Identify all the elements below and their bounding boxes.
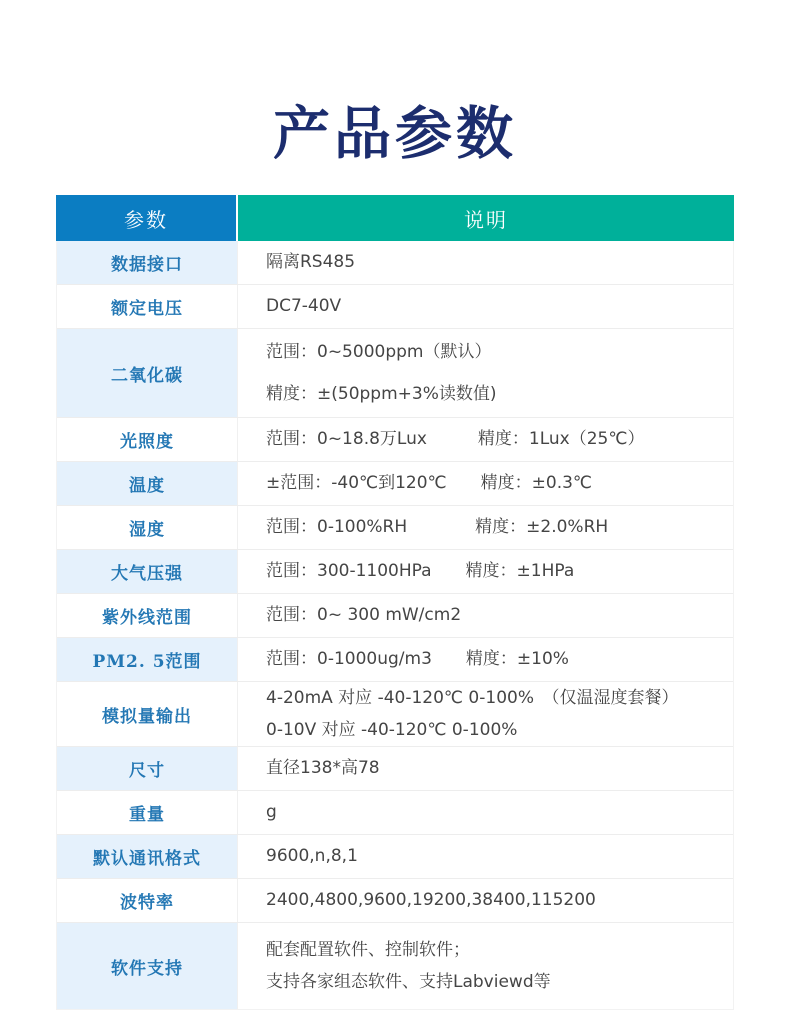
table-header-row [56,195,734,241]
table-row [57,747,733,791]
param-desc-cell [237,241,733,284]
param-desc-cell [237,791,733,834]
desc-line: 范围：300-1100HPa 精度：±1HPa [266,561,575,581]
table-row [57,550,733,594]
product-spec-table [56,195,734,1010]
param-desc-cell [237,747,733,790]
table-body [56,241,734,1010]
param-desc-cell [237,638,733,681]
table-row [57,791,733,835]
param-desc-cell [237,879,733,922]
param-desc-cell [237,329,733,417]
param-name-cell: 尺寸 [57,747,237,790]
desc-line: 9600,n,8,1 [266,846,358,866]
param-name-cell: 紫外线范围 [57,594,237,637]
table-row [57,879,733,923]
table-row [57,638,733,682]
param-name-cell: 额定电压 [57,285,237,328]
desc-line: 精度：±(50ppm+3%读数值) [266,384,497,404]
desc-line: 2400,4800,9600,19200,38400,115200 [266,890,596,910]
table-row [57,241,733,285]
table-row [57,594,733,638]
param-name-cell: PM2. 5范围 [57,638,237,681]
desc-line: 配套配置软件、控制软件； [266,940,470,960]
desc-line: 4-20mA 对应 -40-120℃ 0-100% （仅温湿度套餐） [266,688,679,708]
param-name-cell: 湿度 [57,506,237,549]
param-name-cell: 默认通讯格式 [57,835,237,878]
desc-line: 隔离RS485 [266,252,356,272]
table-row [57,682,733,747]
desc-line: g [266,802,277,822]
table-row [57,835,733,879]
desc-line: ±范围：-40℃到120℃ 精度：±0.3℃ [266,473,593,493]
table-row [57,285,733,329]
param-name-cell: 二氧化碳 [57,329,237,417]
param-name-cell: 软件支持 [57,923,237,1009]
param-desc-cell [237,594,733,637]
table-row [57,923,733,1009]
desc-line: DC7-40V [266,296,342,316]
param-desc-cell [237,285,733,328]
table-row [57,329,733,418]
param-desc-cell [237,835,733,878]
param-name-cell: 数据接口 [57,241,237,284]
param-desc-cell [237,682,733,746]
param-name-cell: 温度 [57,462,237,505]
desc-line: 支持各家组态软件、支持Labviewd等 [266,972,551,992]
desc-line: 范围：0-1000ug/m3 精度：±10% [266,649,569,669]
param-name-cell: 大气压强 [57,550,237,593]
param-name-cell: 重量 [57,791,237,834]
table-row [57,462,733,506]
table-header-desc: 说明 [238,195,734,241]
desc-line: 范围：0-100%RH 精度：±2.0%RH [266,517,609,537]
desc-line: 范围：0~ 300 mW/cm2 [266,605,462,625]
desc-line: 范围：0~18.8万Lux 精度：1Lux（25℃） [266,429,645,449]
desc-line: 直径138*高78 [266,758,380,778]
param-name-cell: 模拟量输出 [57,682,237,746]
param-desc-cell [237,462,733,505]
param-desc-cell [237,550,733,593]
table-header-param: 参数 [56,195,236,241]
param-name-cell: 波特率 [57,879,237,922]
table-row [57,506,733,550]
param-desc-cell [237,923,733,1009]
param-desc-cell [237,506,733,549]
desc-line: 0-10V 对应 -40-120℃ 0-100% [266,720,518,740]
param-desc-cell [237,418,733,461]
table-row [57,418,733,462]
page-title: 产品参数 [273,101,517,167]
param-name-cell: 光照度 [57,418,237,461]
desc-line: 范围：0~5000ppm（默认） [266,342,492,362]
